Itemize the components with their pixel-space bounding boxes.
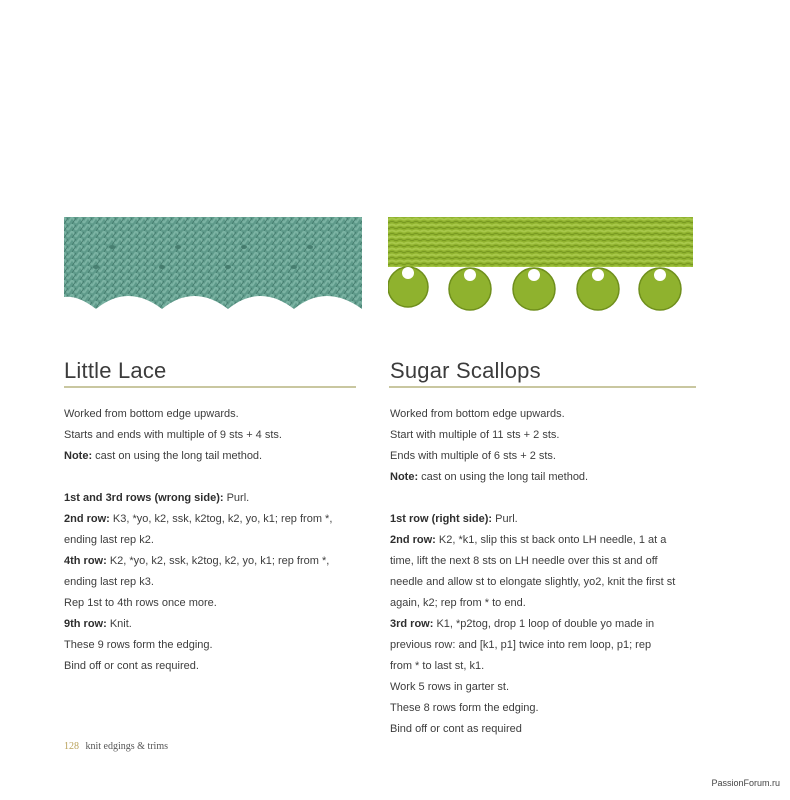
instruction-line [390,530,700,551]
instruction-line [390,509,700,530]
instruction-line [390,677,700,698]
row-text: Purl. [492,513,518,525]
instruction-line [390,572,700,593]
row-text: These 9 rows form the edging. [64,639,213,651]
sugar-scallops-title: Sugar Scallops [390,358,541,383]
watermark-credit: PassionForum.ru [711,778,780,788]
note-text: cast on using the long tail method. [92,450,263,462]
row-text: needle and allow st to elongate slightly, yo2, knit the first st [390,576,676,588]
little-lace-title: Little Lace [64,358,167,383]
instruction-line [390,614,700,635]
instruction-line [64,509,354,530]
instruction-line [64,488,354,509]
note-text: cast on using the long tail method. [418,471,589,483]
section-name: knit edgings & trims [85,741,168,752]
instruction-line [64,635,354,656]
row-text: again, k2; rep from * to end. [390,597,526,609]
intro-line: Start with multiple of 11 sts + 2 sts. [390,429,560,441]
instruction-line [390,551,700,572]
row-text: ending last rep k3. [64,576,154,588]
note-label: Note: [64,450,93,462]
page-number: 128 [64,741,79,752]
instruction-line [390,698,700,719]
instruction-line [64,593,354,614]
instruction-line [64,572,354,593]
instruction-line [64,614,354,635]
instruction-line [64,551,354,572]
row-text: previous row: and [k1, p1] twice into rem loop, p1; rep [390,639,652,651]
instruction-line [390,635,700,656]
row-text: Bind off or cont as required [390,723,522,735]
little-lace-swatch [64,217,362,325]
page-footer [64,741,168,752]
row-text: K1, *p2tog, drop 1 loop of double yo made in [433,618,655,630]
left-title-rule [64,386,356,388]
row-label: 2nd row: [390,534,436,546]
sugar-scallops-swatch [388,217,693,325]
right-title-rule [389,386,696,388]
instruction-line [64,656,354,677]
row-text: Bind off or cont as required. [64,660,199,672]
row-text: K2, *k1, slip this st back onto LH needle, 1 at a [435,534,667,546]
row-label: 2nd row: [64,513,110,525]
row-text: Knit. [106,618,132,630]
row-text: These 8 rows form the edging. [390,702,539,714]
instruction-line [390,593,700,614]
row-label: 4th row: [64,555,107,567]
row-text: K3, *yo, k2, ssk, k2tog, k2, yo, k1; rep from *, [109,513,333,525]
row-label: 1st row (right side): [390,513,493,525]
row-text: Rep 1st to 4th rows once more. [64,597,217,609]
instruction-line [64,530,354,551]
row-text: time, lift the next 8 sts on LH needle over this st and off [390,555,658,567]
row-label: 3rd row: [390,618,434,630]
row-text: from * to last st, k1. [390,660,485,672]
note-line [64,446,354,467]
row-label: 9th row: [64,618,107,630]
intro-line: Ends with multiple of 6 sts + 2 sts. [390,450,556,462]
note-line [390,467,700,488]
intro-line: Worked from bottom edge upwards. [64,408,239,420]
note-label: Note: [390,471,419,483]
row-text: K2, *yo, k2, ssk, k2tog, k2, yo, k1; rep from *, [106,555,330,567]
intro-line: Starts and ends with multiple of 9 sts + 4 sts. [64,429,282,441]
row-text: Purl. [223,492,250,504]
sugar-scallops-instructions [390,404,700,740]
instruction-line [390,656,700,677]
little-lace-instructions [64,404,354,677]
instruction-line [390,719,700,740]
paragraph-gap [64,467,354,488]
row-label: 1st and 3rd rows (wrong side): [64,492,224,504]
row-text: Work 5 rows in garter st. [390,681,509,693]
paragraph-gap [390,488,700,509]
intro-line: Worked from bottom edge upwards. [390,408,565,420]
row-text: ending last rep k2. [64,534,154,546]
